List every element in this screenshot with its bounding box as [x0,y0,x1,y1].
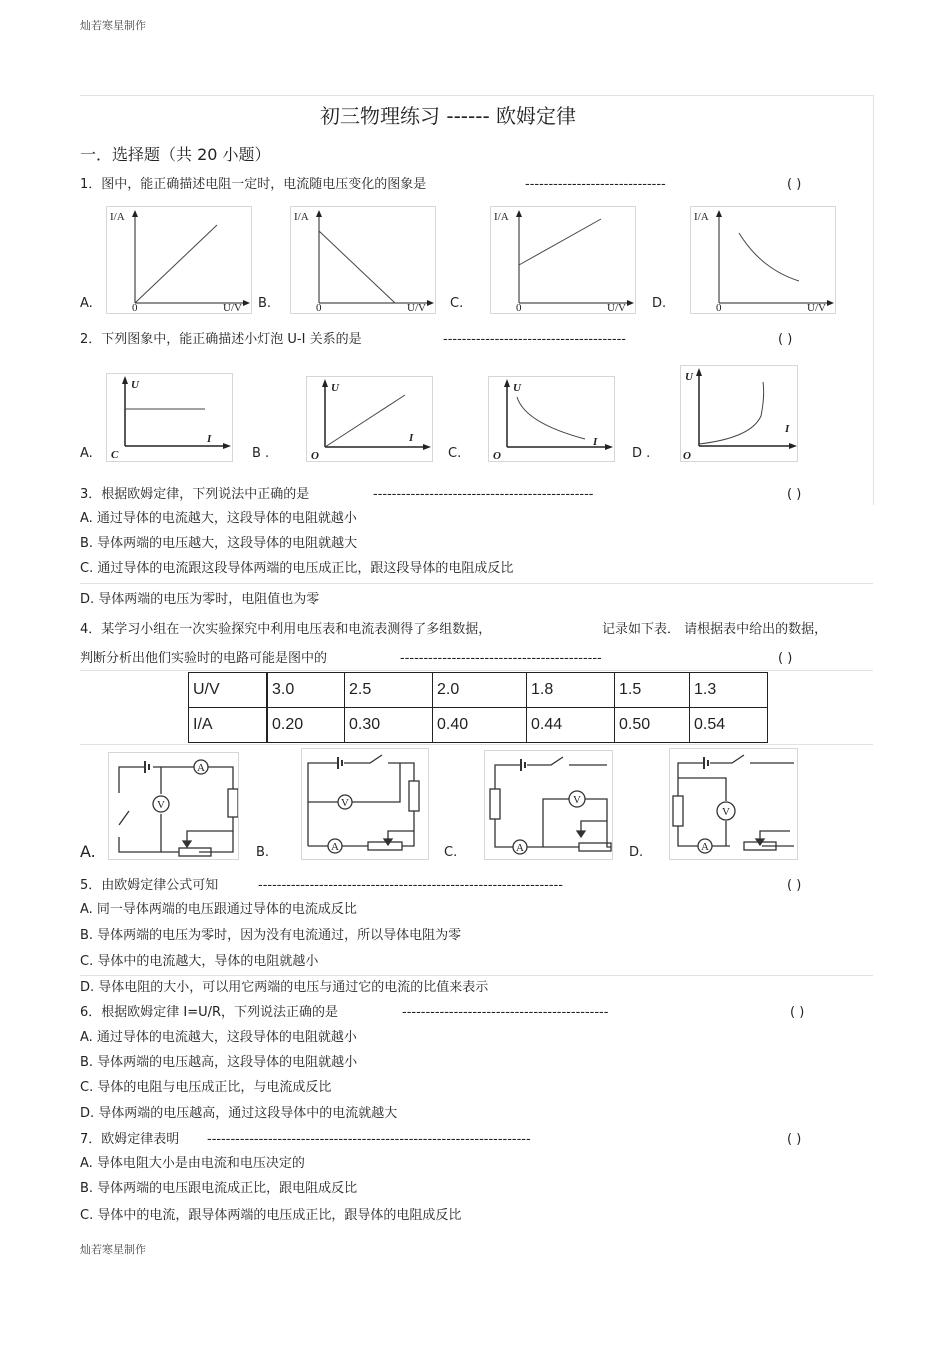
svg-text:I: I [207,433,212,445]
page-frame-line [80,975,873,976]
svg-text:O: O [311,450,319,461]
svg-text:I/A: I/A [294,211,309,223]
q2-stem: 2．下列图象中，能正确描述小灯泡 U-I 关系的是 [80,332,362,347]
watermark-bottom: 灿若寒星制作 [80,1243,146,1256]
q3-dashes: ----------------------------------------------- [373,487,594,502]
svg-text:U/V: U/V [807,302,826,313]
q2-answer-blank[interactable]: ( ) [778,332,793,347]
q7-option-c[interactable]: C. 导体中的电流，跟导体两端的电压成正比，跟导体的电阻成反比 [80,1208,462,1223]
svg-text:C: C [111,449,119,461]
svg-text:0: 0 [716,302,722,313]
svg-text:I: I [593,436,598,448]
table-header-cell: I/A [189,708,268,743]
table-cell: 2.0 [433,673,527,708]
q1-graph-c[interactable] [490,206,636,314]
q1-option-c-label: C. [450,296,464,311]
svg-text:V: V [157,799,165,811]
q5-option-a[interactable]: A. 同一导体两端的电压跟通过导体的电流成反比 [80,902,357,917]
svg-text:U/V: U/V [607,302,626,313]
q4-data-table [188,672,768,743]
table-cell: 0.50 [615,708,690,743]
q4-circuit-d[interactable] [669,748,798,860]
svg-text:A: A [197,762,205,774]
q4-dashes: ------------------------------------------- [400,651,602,666]
svg-text:A: A [516,842,524,854]
svg-text:I/A: I/A [494,211,509,223]
table-cell: 3.0 [267,673,345,708]
page-frame-line [873,95,874,505]
page-title: 初三物理练习 ------ 欧姆定律 [320,104,577,128]
q4-stem-line1: 4．某学习小组在一次实验探究中利用电压表和电流表测得了多组数据， [80,622,492,637]
q4-circuit-b[interactable] [301,748,429,860]
q6-option-a[interactable]: A. 通过导体的电流越大，这段导体的电阻就越小 [80,1030,357,1045]
table-cell: 0.20 [267,708,345,743]
q5-option-d[interactable]: D. 导体电阻的大小，可以用它两端的电压与通过它的电流的比值来表示 [80,980,489,995]
q2-graph-a[interactable] [106,373,233,462]
q4-circuit-a[interactable] [108,752,239,860]
svg-text:U: U [131,379,139,391]
svg-text:U/V: U/V [407,302,426,313]
svg-text:O: O [683,450,691,461]
q4-option-c-label: C. [444,845,458,860]
q3-option-c[interactable]: C. 通过导体的电流跟这段导体两端的电压成正比，跟这段导体的电阻成反比 [80,561,514,576]
q7-option-b[interactable]: B. 导体两端的电压跟电流成正比，跟电阻成反比 [80,1181,358,1196]
q7-dashes: --------------------------------------------------------------------- [207,1132,531,1147]
q6-option-d[interactable]: D. 导体两端的电压越高，通过这段导体中的电流就越大 [80,1106,398,1121]
svg-text:O: O [493,450,501,461]
svg-text:I: I [785,423,790,435]
table-row [189,673,768,708]
q2-dashes: --------------------------------------- [443,332,626,347]
q1-graph-d[interactable] [690,206,836,314]
q3-option-b[interactable]: B. 导体两端的电压越大，这段导体的电阻就越大 [80,536,358,551]
section-heading: 一．选择题（共 20 小题） [80,145,271,164]
q6-dashes: -------------------------------------------- [402,1005,609,1020]
table-header-cell: U/V [189,673,268,708]
svg-text:U: U [513,382,521,394]
q1-graph-b[interactable] [290,206,436,314]
q7-stem: 7．欧姆定律表明 [80,1132,180,1147]
svg-text:U: U [331,382,339,394]
page-frame-line [80,95,873,96]
q5-stem: 5．由欧姆定律公式可知 [80,878,219,893]
q1-stem: 1．图中，能正确描述电阻一定时，电流随电压变化的图象是 [80,177,427,192]
page-frame-line [80,744,873,745]
q3-option-a[interactable]: A. 通过导体的电流越大，这段导体的电阻就越小 [80,511,357,526]
q4-option-b-label: B. [256,845,270,860]
table-cell: 0.30 [345,708,433,743]
q6-stem: 6．根据欧姆定律 I=U/R，下列说法正确的是 [80,1005,339,1020]
svg-text:0: 0 [516,302,522,313]
table-cell: 1.3 [690,673,768,708]
table-cell: 0.54 [690,708,768,743]
svg-text:V: V [341,797,349,809]
q2-graph-d[interactable] [680,365,798,462]
svg-text:I/A: I/A [694,211,709,223]
q2-option-b-label: B . [252,446,270,461]
q1-option-d-label: D. [652,296,667,311]
svg-text:A: A [701,841,709,853]
q7-option-a[interactable]: A. 导体电阻大小是由电流和电压决定的 [80,1156,305,1171]
q2-option-a-label: A. [80,446,93,461]
q1-option-a-label: A. [80,296,93,311]
svg-text:V: V [722,806,730,818]
svg-text:U/V: U/V [223,302,242,313]
svg-text:I: I [409,432,414,444]
q6-option-b[interactable]: B. 导体两端的电压越高，这段导体的电阻就越小 [80,1055,358,1070]
q4-stem-line2: 判断分析出他们实验时的电路可能是图中的 [80,651,328,666]
q7-answer-blank[interactable]: ( ) [787,1132,802,1147]
svg-text:I/A: I/A [110,211,125,223]
q2-option-d-label: D . [632,446,651,461]
q6-option-c[interactable]: C. 导体的电阻与电压成正比，与电流成反比 [80,1080,332,1095]
q1-graph-a[interactable] [106,206,252,314]
svg-text:V: V [573,794,581,806]
q4-stem-line1b: 记录如下表． 请根据表中给出的数据， [602,622,828,637]
svg-text:0: 0 [132,302,138,313]
table-cell: 1.8 [527,673,615,708]
q5-option-b[interactable]: B. 导体两端的电压为零时，因为没有电流通过，所以导体电阻为零 [80,928,462,943]
page-frame-line [80,583,873,584]
q1-option-b-label: B. [258,296,272,311]
q2-option-c-label: C. [448,446,462,461]
q4-option-a-label: A. [80,842,96,861]
svg-text:U: U [685,371,693,383]
q1-answer-blank[interactable]: ( ) [787,177,802,192]
q5-dashes: ----------------------------------------------------------------- [258,878,563,893]
table-row [189,708,768,743]
q5-answer-blank[interactable]: ( ) [787,878,802,893]
q4-answer-blank[interactable]: ( ) [778,651,793,666]
q4-option-d-label: D. [629,845,644,860]
q2-graph-b[interactable] [306,376,433,462]
svg-text:0: 0 [316,302,322,313]
watermark-top: 灿若寒星制作 [80,19,146,32]
q4-circuit-c[interactable] [484,750,613,860]
q1-dashes: ------------------------------ [525,177,666,192]
q5-option-c[interactable]: C. 导体中的电流越大，导体的电阻就越小 [80,954,319,969]
svg-text:A: A [331,841,339,853]
q3-option-d[interactable]: D. 导体两端的电压为零时，电阻值也为零 [80,592,320,607]
q2-graph-c[interactable] [488,376,615,462]
page-frame-line [80,670,873,671]
table-cell: 1.5 [615,673,690,708]
table-cell: 2.5 [345,673,433,708]
table-cell: 0.44 [527,708,615,743]
q6-answer-blank[interactable]: ( ) [790,1005,805,1020]
table-cell: 0.40 [433,708,527,743]
q3-stem: 3．根据欧姆定律，下列说法中正确的是 [80,487,310,502]
q3-answer-blank[interactable]: ( ) [787,487,802,502]
